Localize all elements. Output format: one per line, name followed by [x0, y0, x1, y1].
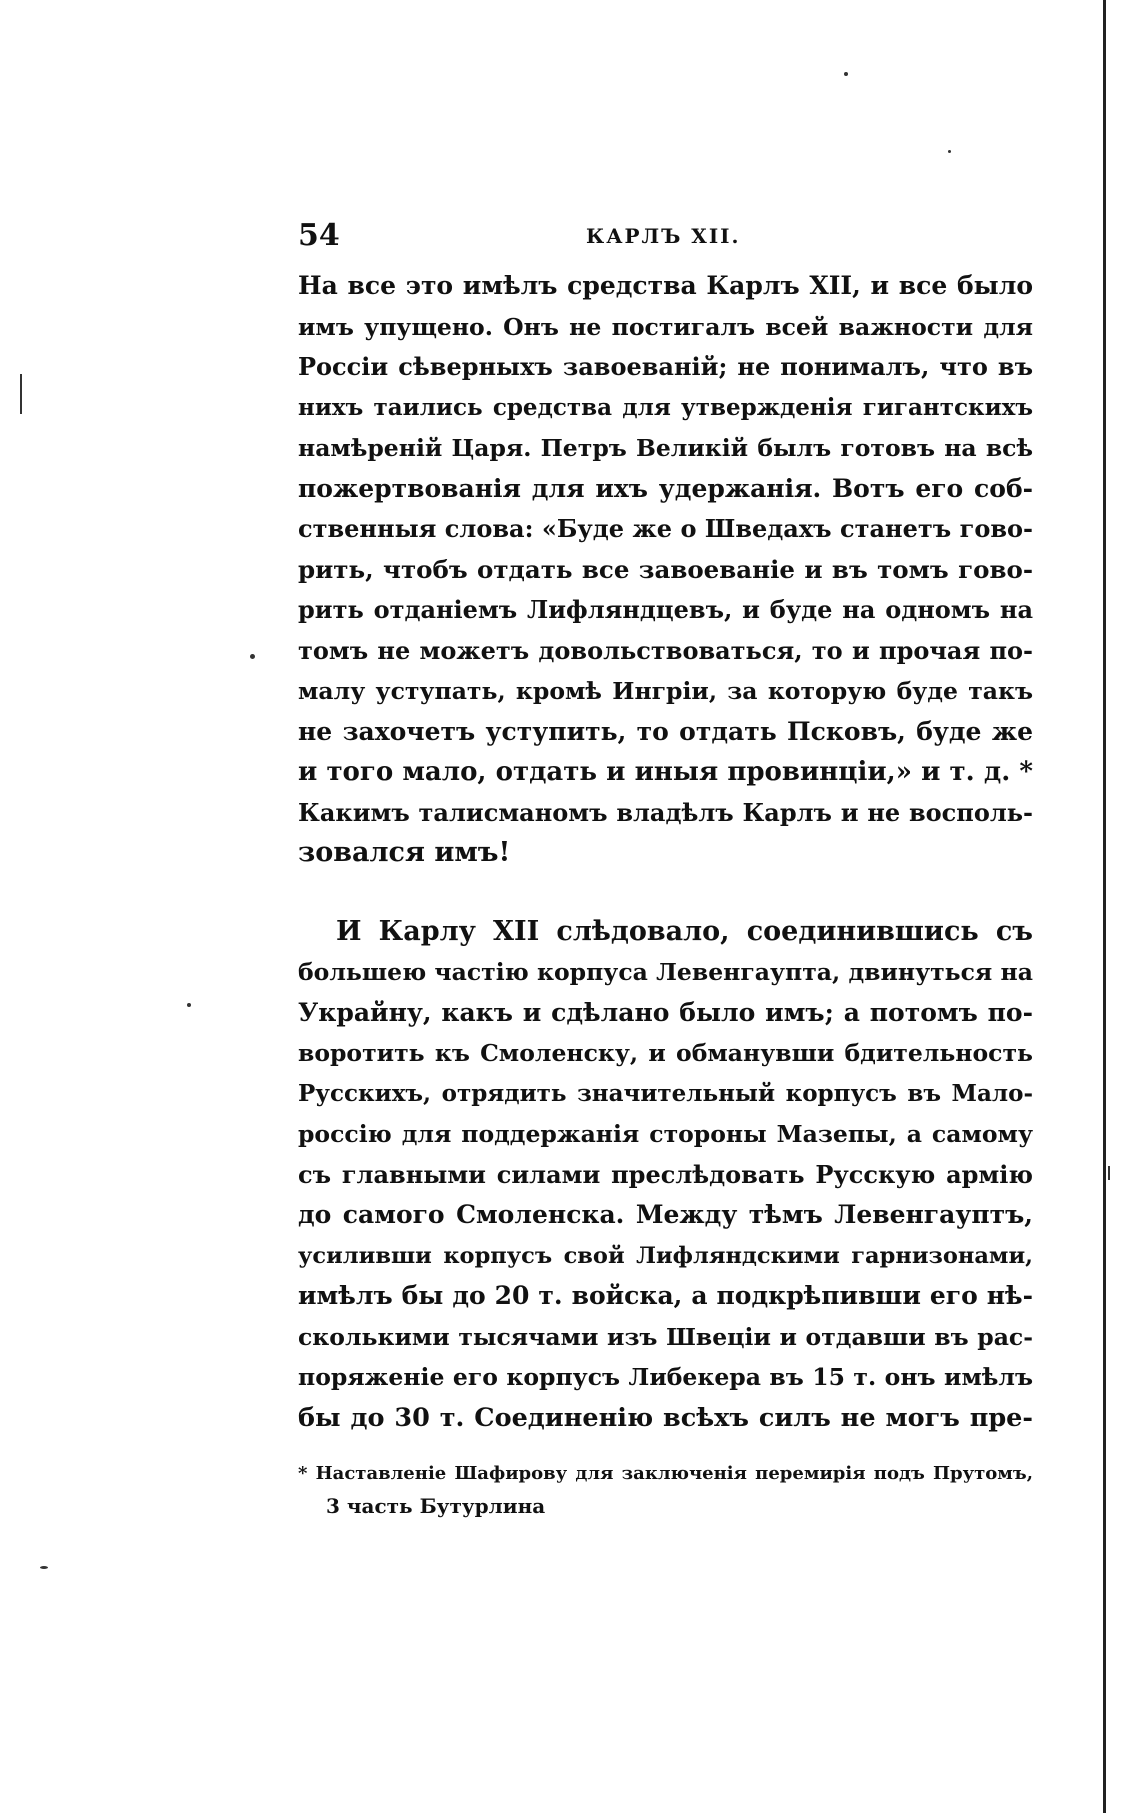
- text-line: не захочетъ уступить, то отдать Псковъ, буде же: [298, 716, 1033, 746]
- text-line: россiю для поддержанiя стороны Мазепы, а самому: [298, 1120, 1033, 1148]
- text-line: Какимъ талисманомъ владѣлъ Карлъ и не восполь-: [298, 797, 1033, 827]
- page-number: 54: [298, 218, 340, 253]
- scan-speck: [250, 654, 255, 659]
- text-line: Русскихъ, отрядить значительный корпусъ въ Мало-: [298, 1079, 1033, 1107]
- scan-speck: [1108, 1166, 1110, 1180]
- footnote-line: * Наставленiе Шафирову для заключенiя перемирiя подъ Прутомъ,: [298, 1463, 1033, 1484]
- text-line: малу уступать, кромѣ Ингрiи, за которую буде такъ: [298, 677, 1033, 705]
- text-line: зовался имъ!: [298, 837, 511, 868]
- text-line: Россiи сѣверныхъ завоеванiй; не понималъ, что въ: [298, 352, 1033, 381]
- text-line: И Карлу XII слѣдовало, соединившись съ: [336, 915, 1033, 947]
- scan-speck: [948, 150, 951, 153]
- text-line: съ главными силами преслѣдовать Русскую армiю: [298, 1159, 1033, 1189]
- footnote: [298, 1458, 1033, 1522]
- text-line: имѣлъ бы до 20 т. войска, а подкрѣпивши его нѣ-: [298, 1281, 1033, 1310]
- text-line: пожертвованiя для ихъ удержанiя. Вотъ его соб-: [298, 473, 1033, 503]
- text-line: На все это имѣлъ средства Карлъ XII, и все было: [298, 271, 1033, 300]
- paragraph: [298, 266, 1033, 874]
- text-line: рить, чтобъ отдать все завоеванiе и въ томъ гово-: [298, 554, 1033, 584]
- text-line: сколькими тысячами изъ Швецiи и отдавши въ рас-: [298, 1322, 1033, 1351]
- text-line: поряженiе его корпусъ Либекера въ 15 т. онъ имѣлъ: [298, 1363, 1033, 1391]
- scan-edge-line: [1103, 0, 1106, 1813]
- text-line: и того мало, отдать и иныя провинцiи,» и т. д. *: [298, 757, 1033, 787]
- scan-speck: [187, 1003, 191, 1007]
- page-header: [298, 218, 1033, 258]
- text-line: большею частiю корпуса Левенгаупта, двинуться на: [298, 958, 1033, 986]
- running-title: КАРЛЪ XII.: [586, 224, 741, 248]
- text-line: нихъ таились средства для утвержденiя гигантскихъ: [298, 393, 1033, 421]
- paragraph-gap: [298, 874, 1033, 912]
- scan-speck: [844, 72, 848, 76]
- scan-speck: [20, 374, 22, 414]
- text-line: ственныя слова: «Буде же о Шведахъ станетъ гово-: [298, 514, 1033, 543]
- text-line: усиливши корпусъ свой Лифляндскими гарнизонами,: [298, 1242, 1033, 1269]
- text-line: до самого Смоленска. Между тѣмъ Левенгауптъ,: [298, 1200, 1033, 1229]
- body-text: [298, 266, 1033, 1438]
- text-line: бы до 30 т. Соединенiю всѣхъ силъ не могъ пре-: [298, 1402, 1033, 1433]
- text-line: томъ не можетъ довольствоваться, то и прочая по-: [298, 635, 1033, 665]
- text-line: воротить къ Смоленску, и обманувши бдительность: [298, 1039, 1033, 1067]
- text-line: рить отданiемъ Лифляндцевъ, и буде на одномъ на: [298, 595, 1033, 624]
- text-line: Украйну, какъ и сдѣлано было имъ; а потомъ по-: [298, 997, 1033, 1027]
- paragraph: [298, 912, 1033, 1439]
- text-line: намѣренiй Царя. Петръ Великiй былъ готовъ на всѣ: [298, 434, 1033, 462]
- scan-speck: [40, 1566, 48, 1569]
- text-line: имъ упущено. Онъ не постигалъ всей важности для: [298, 312, 1033, 341]
- footnote-line: 3 часть Бутурлина: [326, 1494, 546, 1518]
